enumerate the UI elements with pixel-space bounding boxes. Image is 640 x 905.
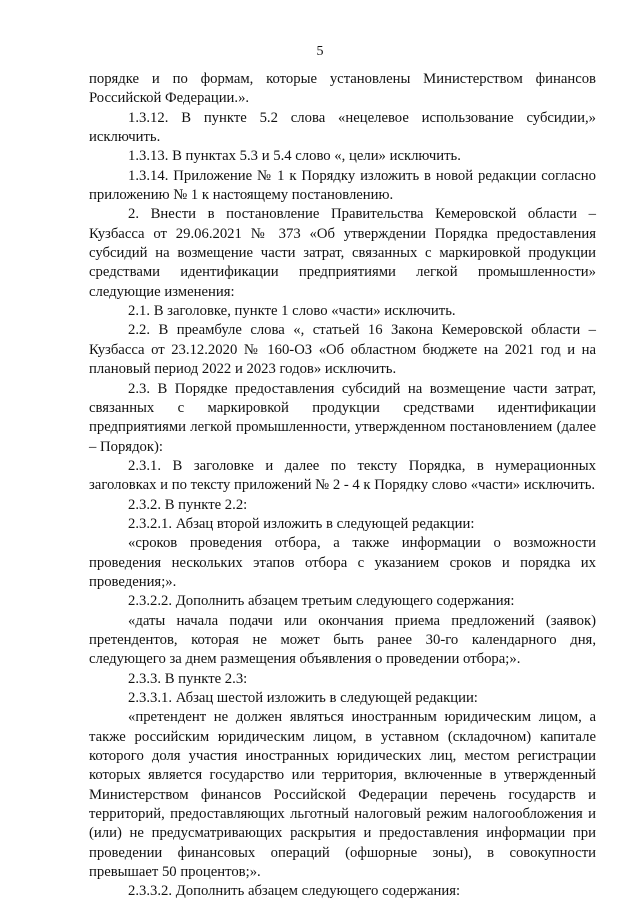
paragraph: 1.3.12. В пункте 5.2 слова «нецелевое использование субсидии,» исключить. [89,109,596,146]
paragraph: 1.3.14. Приложение № 1 к Порядку изложить в новой редакции согласно приложению № 1 к настоящему постановлению. [89,167,596,204]
paragraph: 2.1. В заголовке, пункте 1 слово «части» исключить. [128,303,456,320]
paragraph: 2.3.3.1. Абзац шестой изложить в следующей редакции: [128,690,478,706]
paragraph: 2.3.2.2. Дополнить абзацем третьим следующего содержания: [128,593,515,610]
paragraph: 2.3.3.2. Дополнить абзацем следующего содержания: [128,883,461,900]
paragraph: 2. Внести в постановление Правительства Кемеровской области – Кузбасса от 29.06.2021 № 373 «Об утверждении Порядка предоставления субсидий на возмещение части затрат, связанных с маркировкой продукции средствами идентификации предприятиями легкой промышленности» следующие изменения: [89,206,596,300]
paragraph: 2.3. В Порядке предоставления субсидий на возмещение части затрат, связанных с маркировкой продукции средствами идентификации предприятиями легкой промышленности, утвержденном постановлением (далее – Порядок): [89,380,596,455]
document-body [89,70,596,902]
quoted-paragraph: «даты начала подачи или окончания приема предложений (заявок) претендентов, которая не может быть ранее 30-го календарного дня, следующего за днем размещения объявления о проведении отбора;». [89,612,596,668]
paragraph: порядке и по формам, которые установлены Министерством финансов Российской Федерации.». [89,71,596,107]
paragraph: 2.3.2.1. Абзац второй изложить в следующей редакции: [128,515,475,532]
paragraph: 1.3.13. В пунктах 5.3 и 5.4 слово «, цели» исключить. [128,148,461,165]
page-number: 5 [316,44,324,59]
paragraph: 2.3.1. В заголовке и далее по тексту Порядка, в нумерационных заголовках и по тексту приложений № 2 - 4 к Порядку слово «части» исключить. [89,457,596,494]
paragraph: 2.3.3. В пункте 2.3: [128,670,248,687]
quoted-paragraph: «претендент не должен являться иностранным юридическим лицом, а также российским юридическим лицом, в уставном (складочном) капитале которого доля участия иностранных юридических лиц, местом регистрации которых является государство или территория, включенные в утвержденный Министерством финансов Российской Федерации перечень государств и территорий, предоставляющих льготный налоговый режим налогообложения и (или) не предусматривающих раскрытия и предоставления информации при проведении финансовых операций (офшорные зоны), в совокупности превышает 50 процентов;». [89,709,596,881]
quoted-paragraph: «сроков проведения отбора, а также информации о возможности проведения нескольких этапов отбора с указанием сроков и порядка их проведения;». [89,535,596,590]
paragraph: 2.2. В преамбуле слова «, статьей 16 Закона Кемеровской области – Кузбасса от 23.12.2020 № 160-ОЗ «Об областном бюджете на 2021 год и на плановый период 2022 и 2023 годов» исключить. [89,322,596,378]
paragraph: 2.3.2. В пункте 2.2: [128,496,248,513]
